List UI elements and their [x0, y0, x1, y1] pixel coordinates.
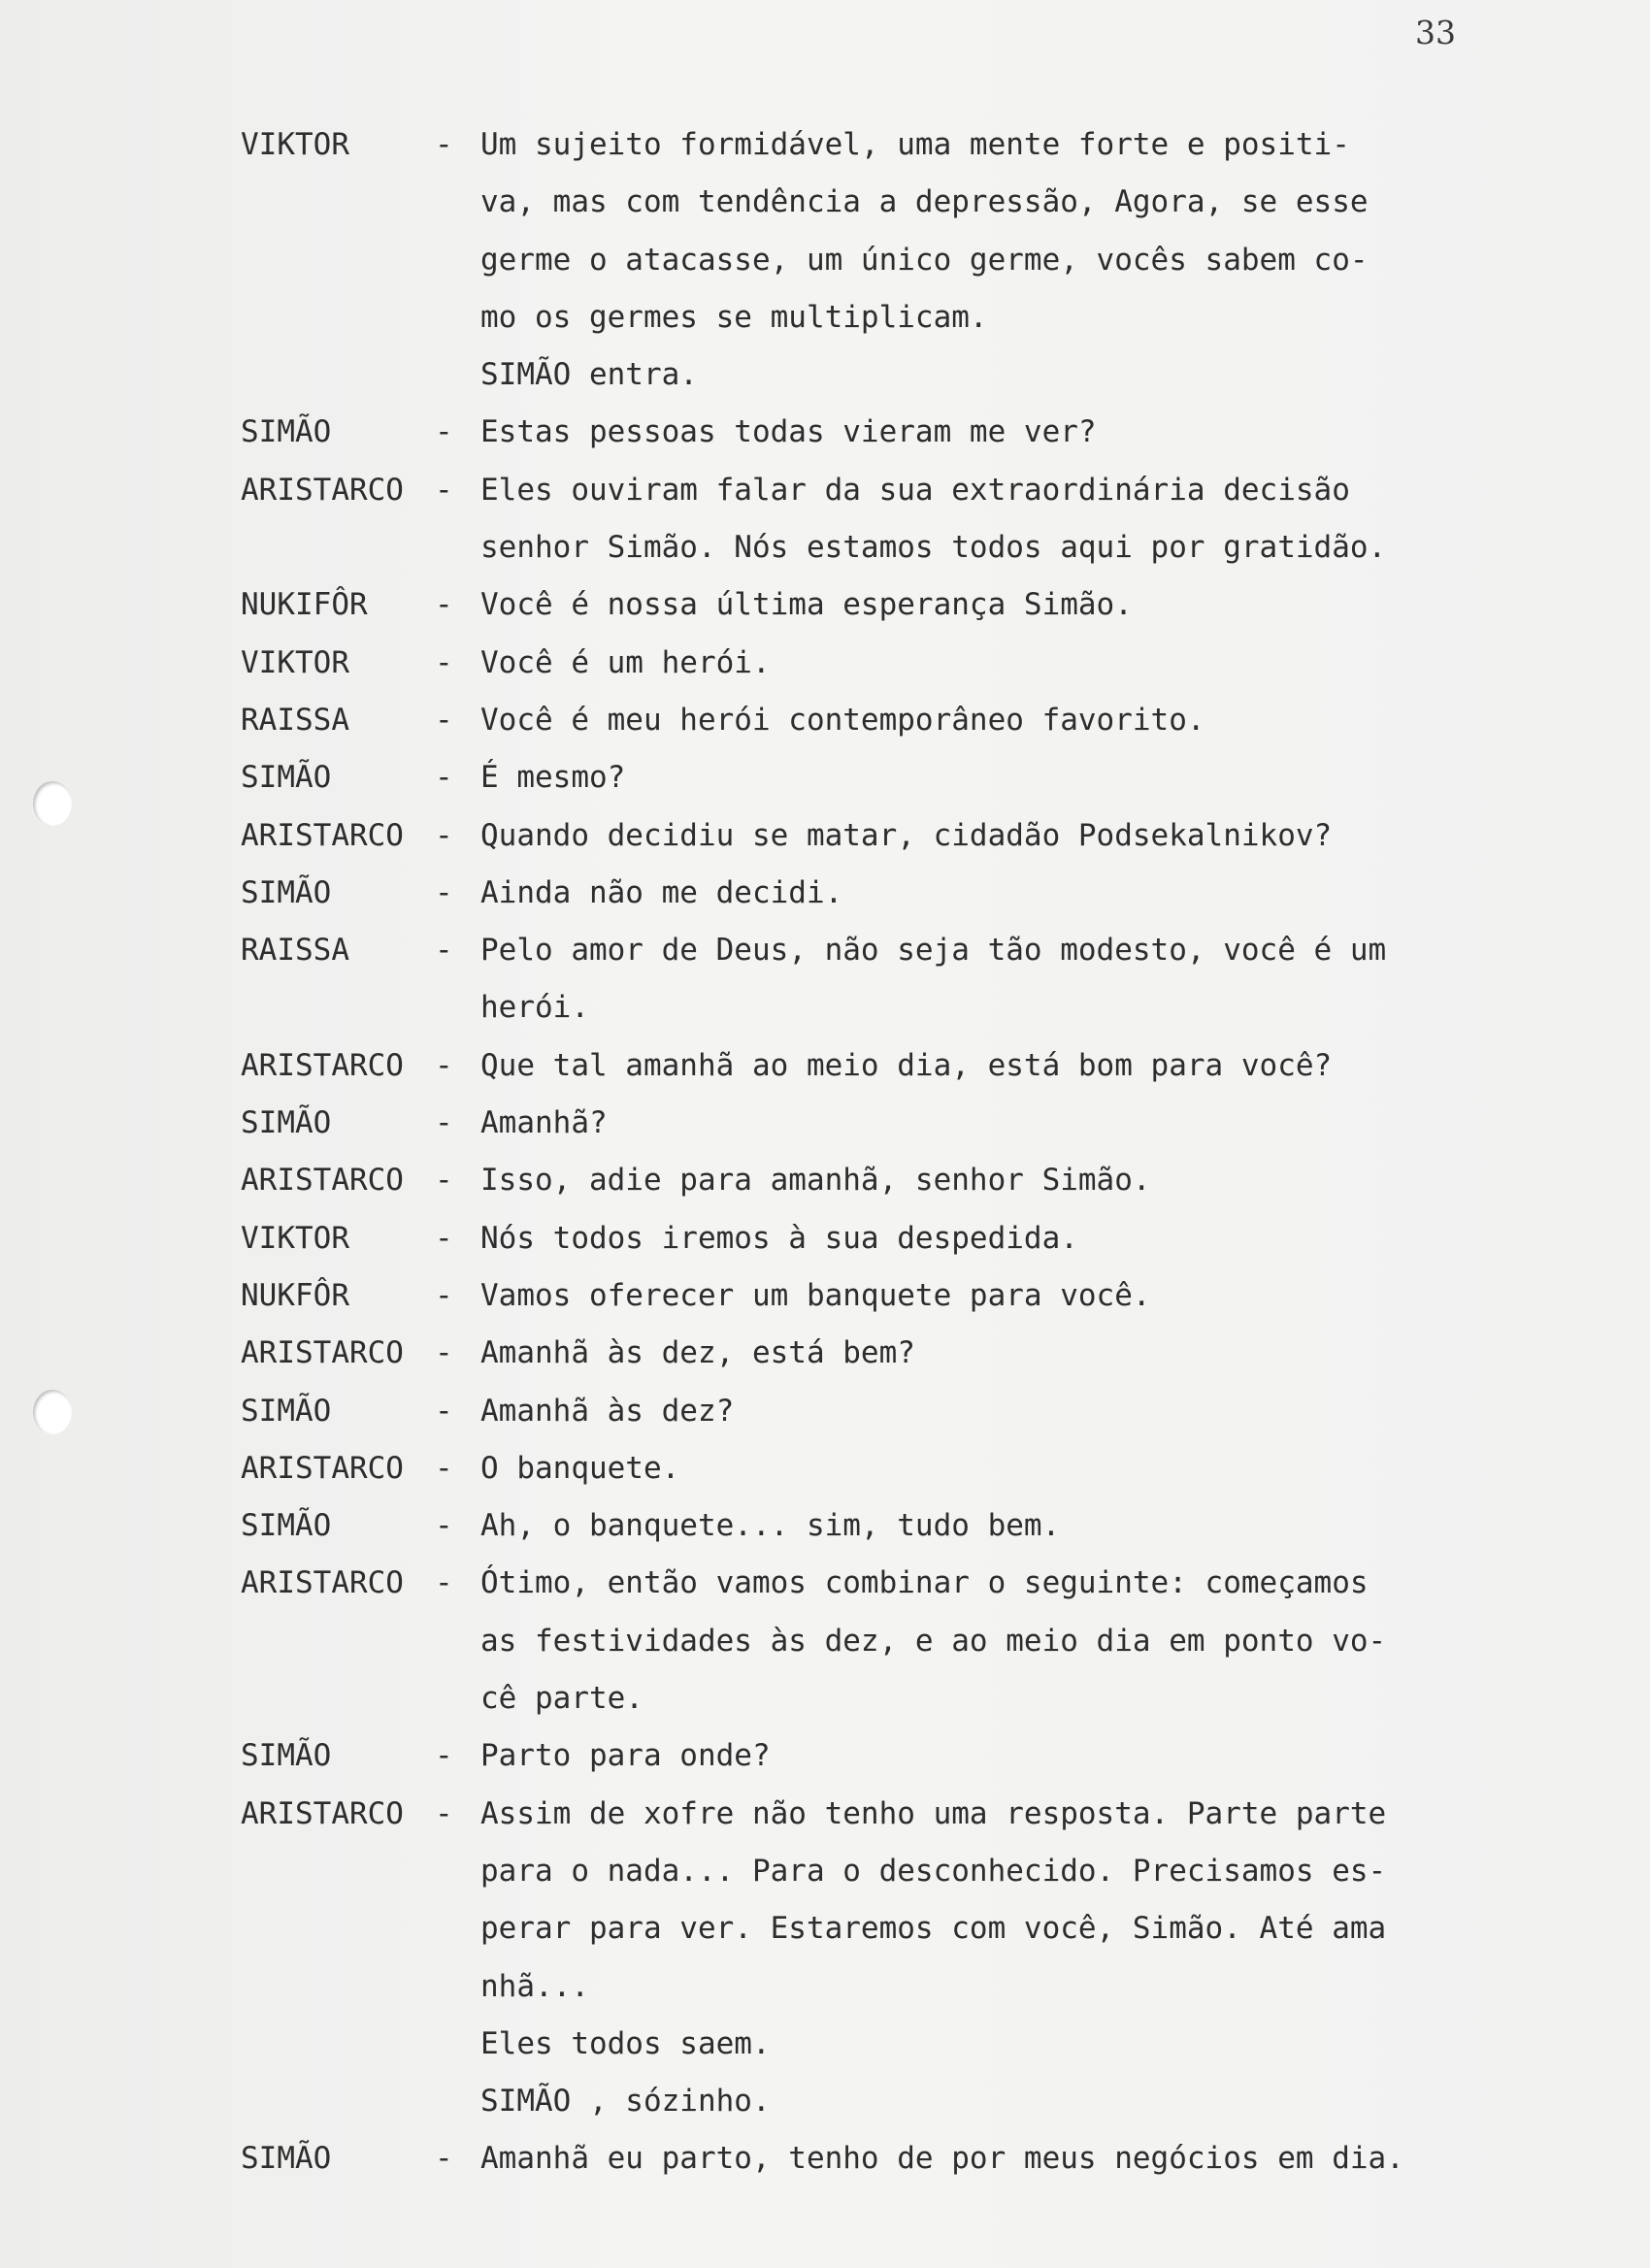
continuation-line	[241, 289, 1502, 346]
continuation-line	[241, 1958, 1502, 2016]
dialogue-dash: -	[435, 933, 453, 969]
continuation-line	[241, 1900, 1502, 1957]
line-text: SIMÃO , sózinho.	[480, 2084, 771, 2120]
dialogue-line	[241, 1267, 1502, 1325]
line-text: Nós todos iremos à sua despedida.	[480, 1220, 1078, 1256]
dialogue-dash: -	[435, 1163, 453, 1199]
continuation-line	[241, 519, 1502, 576]
line-text: Que tal amanhã ao meio dia, está bom para você?	[480, 1047, 1333, 1083]
speaker-name: SIMÃO	[241, 1105, 332, 1141]
speaker-name: SIMÃO	[241, 760, 332, 796]
punch-hole-lower	[33, 1390, 72, 1434]
speaker-name: VIKTOR	[241, 644, 349, 680]
line-text: va, mas com tendência a depressão, Agora, se esse	[480, 184, 1369, 220]
dialogue-dash: -	[435, 2141, 453, 2177]
dialogue-dash: -	[435, 127, 453, 162]
dialogue-dash: -	[435, 1105, 453, 1141]
continuation-line	[241, 232, 1502, 289]
dialogue-line	[241, 116, 1502, 174]
dialogue-line	[241, 749, 1502, 806]
dialogue-line	[241, 1152, 1502, 1209]
line-text: Amanhã?	[480, 1105, 608, 1141]
dialogue-dash: -	[435, 1277, 453, 1313]
speaker-name: ARISTARCO	[241, 1335, 404, 1371]
line-text: Um sujeito formidável, uma mente forte e positi-	[480, 127, 1350, 162]
dialogue-line	[241, 1786, 1502, 1843]
speaker-name: SIMÃO	[241, 1508, 332, 1544]
line-text: Parto para onde?	[480, 1738, 771, 1774]
line-text: Ah, o banquete... sim, tudo bem.	[480, 1508, 1061, 1544]
dialogue-line	[241, 1727, 1502, 1785]
dialogue-line	[241, 692, 1502, 749]
line-text: Estas pessoas todas vieram me ver?	[480, 414, 1097, 450]
speaker-name: ARISTARCO	[241, 472, 404, 508]
line-text: Você é um herói.	[480, 644, 771, 680]
line-text: mo os germes se multiplicam.	[480, 299, 988, 335]
line-text: para o nada... Para o desconhecido. Precisamos es-	[480, 1853, 1387, 1889]
dialogue-dash: -	[435, 1220, 453, 1256]
continuation-line	[241, 2073, 1502, 2130]
speaker-name: SIMÃO	[241, 414, 332, 450]
line-text: herói.	[480, 990, 589, 1026]
line-text: Assim de xofre não tenho uma resposta. Parte parte	[480, 1795, 1387, 1831]
line-text: Ainda não me decidi.	[480, 874, 843, 910]
dialogue-line	[241, 462, 1502, 519]
line-text: Pelo amor de Deus, não seja tão modesto, você é um	[480, 933, 1387, 969]
line-text: senhor Simão. Nós estamos todos aqui por gratidão.	[480, 530, 1387, 566]
line-text: SIMÃO entra.	[480, 357, 698, 393]
line-text: Quando decidiu se matar, cidadão Podsekalnikov?	[480, 817, 1333, 853]
line-text: perar para ver. Estaremos com você, Simão. Até ama	[480, 1911, 1387, 1947]
continuation-line	[241, 1843, 1502, 1900]
dialogue-dash: -	[435, 1508, 453, 1544]
line-text: É mesmo?	[480, 760, 626, 796]
speaker-name: SIMÃO	[241, 1738, 332, 1774]
continuation-line	[241, 979, 1502, 1036]
dialogue-line	[241, 2130, 1502, 2187]
line-text: Vamos oferecer um banquete para você.	[480, 1277, 1151, 1313]
dialogue-line	[241, 1440, 1502, 1497]
line-text: nhã...	[480, 1968, 589, 2004]
dialogue-line	[241, 1555, 1502, 1612]
line-text: Eles ouviram falar da sua extraordinária decisão	[480, 472, 1350, 508]
line-text: Eles todos saem.	[480, 2025, 771, 2061]
line-text: Amanhã às dez?	[480, 1393, 735, 1429]
line-text: O banquete.	[480, 1450, 680, 1486]
script-body	[241, 116, 1502, 2188]
speaker-name: ARISTARCO	[241, 1450, 404, 1486]
dialogue-line	[241, 404, 1502, 461]
dialogue-dash: -	[435, 1450, 453, 1486]
speaker-name: NUKFÔR	[241, 1277, 349, 1313]
dialogue-dash: -	[435, 702, 453, 738]
page-number: 33	[1415, 14, 1456, 51]
dialogue-dash: -	[435, 1047, 453, 1083]
speaker-name: ARISTARCO	[241, 1163, 404, 1199]
continuation-line	[241, 1613, 1502, 1670]
punch-hole-upper	[33, 781, 72, 826]
continuation-line	[241, 1670, 1502, 1727]
continuation-line	[241, 346, 1502, 404]
line-text: germe o atacasse, um único germe, vocês sabem co-	[480, 242, 1369, 278]
dialogue-line	[241, 922, 1502, 979]
speaker-name: VIKTOR	[241, 127, 349, 162]
dialogue-dash: -	[435, 760, 453, 796]
dialogue-dash: -	[435, 1335, 453, 1371]
dialogue-dash: -	[435, 1565, 453, 1601]
dialogue-line	[241, 635, 1502, 692]
dialogue-dash: -	[435, 1393, 453, 1429]
dialogue-dash: -	[435, 414, 453, 450]
speaker-name: RAISSA	[241, 933, 349, 969]
dialogue-line	[241, 1497, 1502, 1555]
speaker-name: RAISSA	[241, 702, 349, 738]
continuation-line	[241, 2016, 1502, 2073]
line-text: cê parte.	[480, 1681, 644, 1717]
speaker-name: ARISTARCO	[241, 1047, 404, 1083]
dialogue-line	[241, 576, 1502, 634]
dialogue-dash: -	[435, 644, 453, 680]
dialogue-dash: -	[435, 1738, 453, 1774]
speaker-name: NUKIFÔR	[241, 587, 368, 623]
dialogue-line	[241, 1095, 1502, 1152]
dialogue-dash: -	[435, 817, 453, 853]
dialogue-line	[241, 1037, 1502, 1095]
line-text: Você é nossa última esperança Simão.	[480, 587, 1133, 623]
line-text: Amanhã às dez, está bem?	[480, 1335, 915, 1371]
speaker-name: SIMÃO	[241, 874, 332, 910]
line-text: Você é meu herói contemporâneo favorito.	[480, 702, 1205, 738]
dialogue-line	[241, 1210, 1502, 1267]
dialogue-line	[241, 1325, 1502, 1382]
line-text: Ótimo, então vamos combinar o seguinte: começamos	[480, 1565, 1369, 1601]
dialogue-dash: -	[435, 874, 453, 910]
line-text: Amanhã eu parto, tenho de por meus negócios em dia.	[480, 2141, 1404, 2177]
line-text: as festividades às dez, e ao meio dia em ponto vo-	[480, 1623, 1387, 1659]
speaker-name: SIMÃO	[241, 2141, 332, 2177]
speaker-name: ARISTARCO	[241, 1795, 404, 1831]
speaker-name: VIKTOR	[241, 1220, 349, 1256]
dialogue-line	[241, 1383, 1502, 1440]
dialogue-line	[241, 807, 1502, 865]
line-text: Isso, adie para amanhã, senhor Simão.	[480, 1163, 1151, 1199]
dialogue-dash: -	[435, 587, 453, 623]
speaker-name: SIMÃO	[241, 1393, 332, 1429]
dialogue-line	[241, 865, 1502, 922]
dialogue-dash: -	[435, 1795, 453, 1831]
speaker-name: ARISTARCO	[241, 1565, 404, 1601]
continuation-line	[241, 174, 1502, 231]
speaker-name: ARISTARCO	[241, 817, 404, 853]
dialogue-dash: -	[435, 472, 453, 508]
